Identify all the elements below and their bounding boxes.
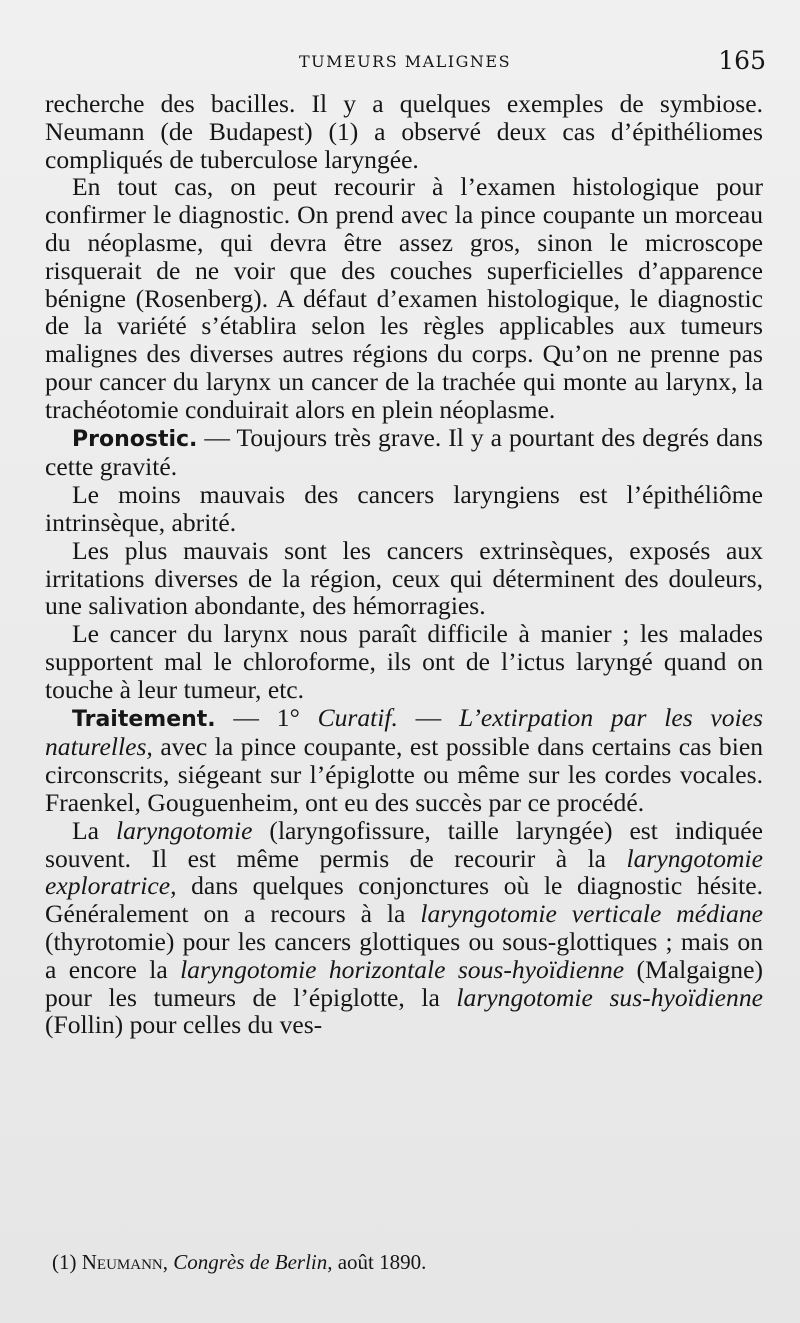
- section-heading: Traitement.: [72, 706, 216, 732]
- paragraph: [45, 173, 763, 423]
- paragraph: [45, 620, 763, 703]
- text-run: Le cancer du larynx nous paraît difficile à manier ; les malades supportent mal le chloroforme, ils ont de l’ictus laryngé quand on touche à leur tumeur, etc.: [45, 619, 763, 704]
- text-run: (Follin) pour celles du ves-: [45, 1010, 323, 1040]
- text-run: laryngotomie verticale médiane: [420, 899, 763, 929]
- paragraph: [45, 90, 763, 173]
- text-run: (thyrotomie) pour les cancers glottiques ou sous-glottiques ; mais on a encore la: [45, 926, 763, 984]
- text-run: laryngotomie exploratrice,: [45, 843, 763, 901]
- text-run: — 1°: [215, 702, 318, 732]
- running-head: [44, 48, 766, 76]
- paragraph: [45, 817, 763, 1039]
- text-run: — Toujours très grave. Il y a pourtant des degrés dans cette gravité.: [45, 422, 763, 482]
- text-run: Le moins mauvais des cancers laryngiens est l’épithéliôme intrinsèque, abrité.: [45, 480, 763, 537]
- page-number: 165: [718, 46, 766, 75]
- section-heading: Pronostic.: [72, 426, 198, 452]
- text-run: (Malgaigne) pour les tumeurs de l’épiglotte, la: [45, 954, 763, 1012]
- text-run: laryngotomie: [115, 815, 253, 845]
- text-run: —: [397, 702, 460, 732]
- text-run: En tout cas, on peut recourir à l’examen histologique pour confirmer le diagnostic. On prend avec la pince coupante un morceau du néoplasme, qui devra être assez gros, sinon le microscope risquerait de ne voir que des couches superficielles d’apparence bénigne (Rosenberg). A défaut d’examen histologique, le diagnostic de la variété s’établira selon les règles applicables aux tumeurs malignes des diverses autres régions du corps. Qu’on ne prenne pas pour cancer du larynx un cancer de la trachée qui monte au larynx, la trachéotomie conduirait alors en plein néoplasme.: [45, 172, 763, 424]
- text-run: Curatif.: [317, 702, 398, 732]
- body-text: [45, 90, 763, 1039]
- text-run: avec la pince coupante, est possible dans certains cas bien circonscrits, siégeant sur l’épiglotte ou même sur les cordes vocales. Fraenkel, Gouguenheim, ont eu des succès par ce procédé.: [45, 732, 763, 817]
- paragraph: [45, 537, 763, 620]
- paragraph: [45, 424, 763, 482]
- text-run: ,: [162, 1250, 174, 1274]
- paragraph: [45, 704, 763, 817]
- text-run: L’extirpation par les voies naturelles,: [45, 702, 763, 762]
- text-run: laryngotomie sus-hyoïdienne: [456, 982, 763, 1012]
- text-run: La: [72, 815, 116, 845]
- text-run: dans quelques conjonctures où le diagnostic hésite. Généralement on a recours à la: [45, 871, 763, 929]
- text-run: (laryngofissure, taille laryngée) est indiquée souvent. Il est même permis de recourir à la: [45, 815, 763, 873]
- text-run: recherche des bacilles. Il y a quelques exemples de symbiose. Neumann (de Budapest) (1) a observé deux cas d’épithéliomes compliqués de tuberculose laryngée.: [45, 89, 763, 174]
- running-title: TUMEURS MALIGNES: [298, 52, 512, 71]
- text-run: Neumann: [81, 1250, 163, 1274]
- text-run: août 1890.: [332, 1250, 427, 1274]
- footnote: [52, 1250, 752, 1275]
- text-run: Les plus mauvais sont les cancers extrinsèques, exposés aux irritations diverses de la région, ceux qui déterminent des douleurs, une salivation abondante, des hémorragies.: [45, 535, 763, 621]
- text-run: laryngotomie horizontale sous-hyoïdienne: [180, 954, 625, 984]
- paragraph: [45, 481, 763, 537]
- text-run: Congrès de Berlin,: [173, 1250, 333, 1274]
- text-run: (1): [52, 1250, 82, 1274]
